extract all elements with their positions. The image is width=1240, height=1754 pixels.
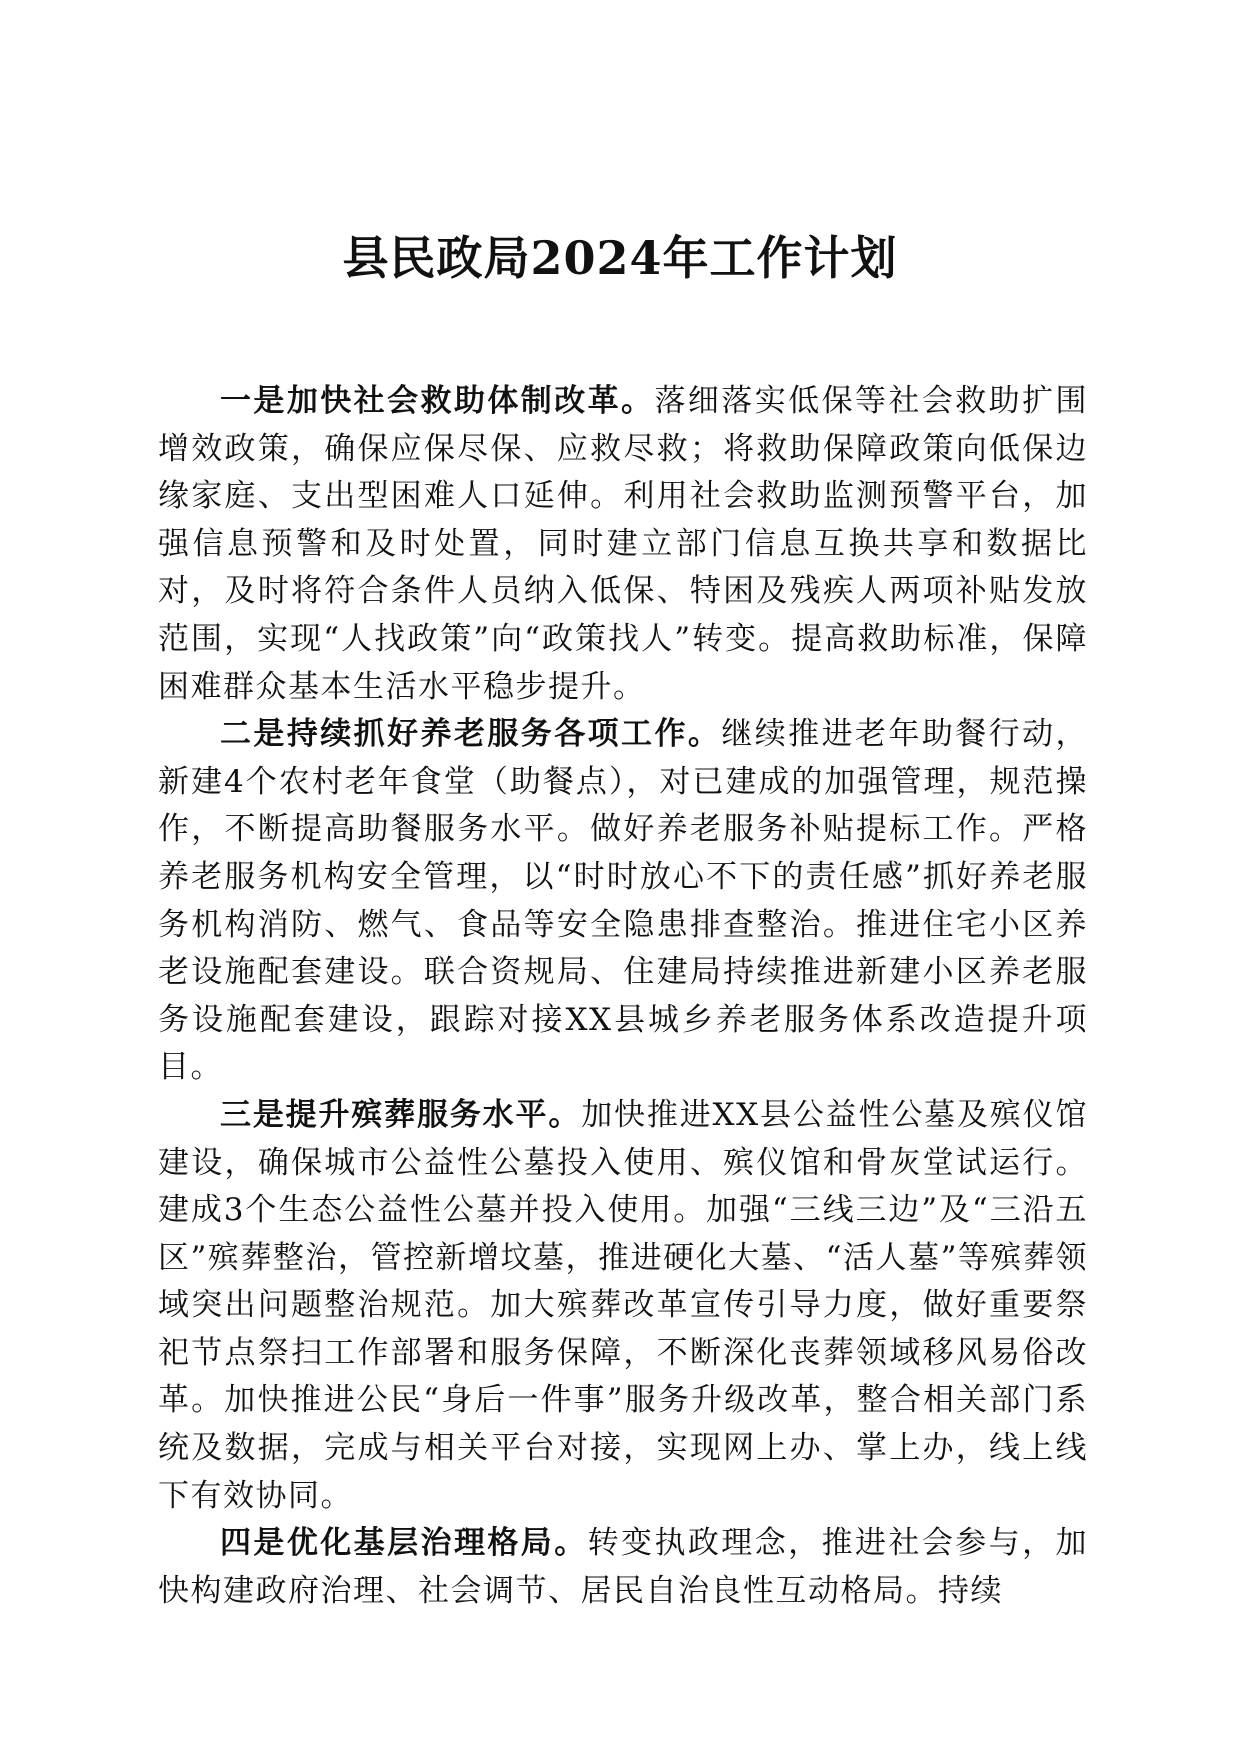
paragraph-text: 转变执政理念，推进社会参与，加快构建政府治理、社会调节、居民自治良性互动格局。持续	[158, 1525, 1089, 1609]
paragraph-lead: 四是优化基层治理格局。	[220, 1525, 588, 1562]
paragraph-elderly-services	[158, 711, 1088, 1092]
paragraph-lead: 一是加快社会救助体制改革。	[220, 383, 655, 419]
document-body	[158, 378, 1088, 1615]
paragraph-text: 落细落实低保等社会救助扩围增效政策，确保应保尽保、应救尽救；将救助保障政策向低保边缘家庭、支出型困难人口延伸。利用社会救助监测预警平台，加强信息预警和及时处置，同时建立部门信息互换共享和数据比对，及时将符合条件人员纳入低保、特困及残疾人两项补贴发放范围，实现“人找政策”向“政策找人”转变。提高救助标准，保障困难群众基本生活水平稳步提升。	[158, 383, 1089, 705]
paragraph-funeral-services	[158, 1092, 1088, 1520]
paragraph-social-assistance	[158, 378, 1088, 711]
paragraph-grassroots-governance	[158, 1520, 1088, 1615]
paragraph-lead: 三是提升殡葬服务水平。	[220, 1096, 582, 1133]
paragraph-lead: 二是持续抓好养老服务各项工作。	[220, 716, 722, 753]
document-title: 县民政局2024年工作计划	[342, 231, 898, 285]
paragraph-text: 继续推进老年助餐行动，新建4个农村老年食堂（助餐点），对已建成的加强管理，规范操作，不断提高助餐服务水平。做好养老服务补贴提标工作。严格养老服务机构安全管理，以“时时放心不下的责任感”抓好养老服务机构消防、燃气、食品等安全隐患排查整治。推进住宅小区养老设施配套建设。联合资规局、住建局持续推进新建小区养老服务设施配套建设，跟踪对接XX县城乡养老服务体系改造提升项目。	[158, 716, 1089, 1086]
paragraph-text: 加快推进XX县公益性公墓及殡仪馆建设，确保城市公益性公墓投入使用、殡仪馆和骨灰堂试运行。建成3个生态公益性公墓并投入使用。加强“三线三边”及“三沿五区”殡葬整治，管控新增坟墓，推进硬化大墓、“活人墓”等殡葬领域突出问题整治规范。加大殡葬改革宣传引导力度，做好重要祭祀节点祭扫工作部署和服务保障，不断深化丧葬领域移风易俗改革。加快推进公民“身后一件事”服务升级改革，整合相关部门系统及数据，完成与相关平台对接，实现网上办、掌上办，线上线下有效协同。	[158, 1096, 1089, 1514]
